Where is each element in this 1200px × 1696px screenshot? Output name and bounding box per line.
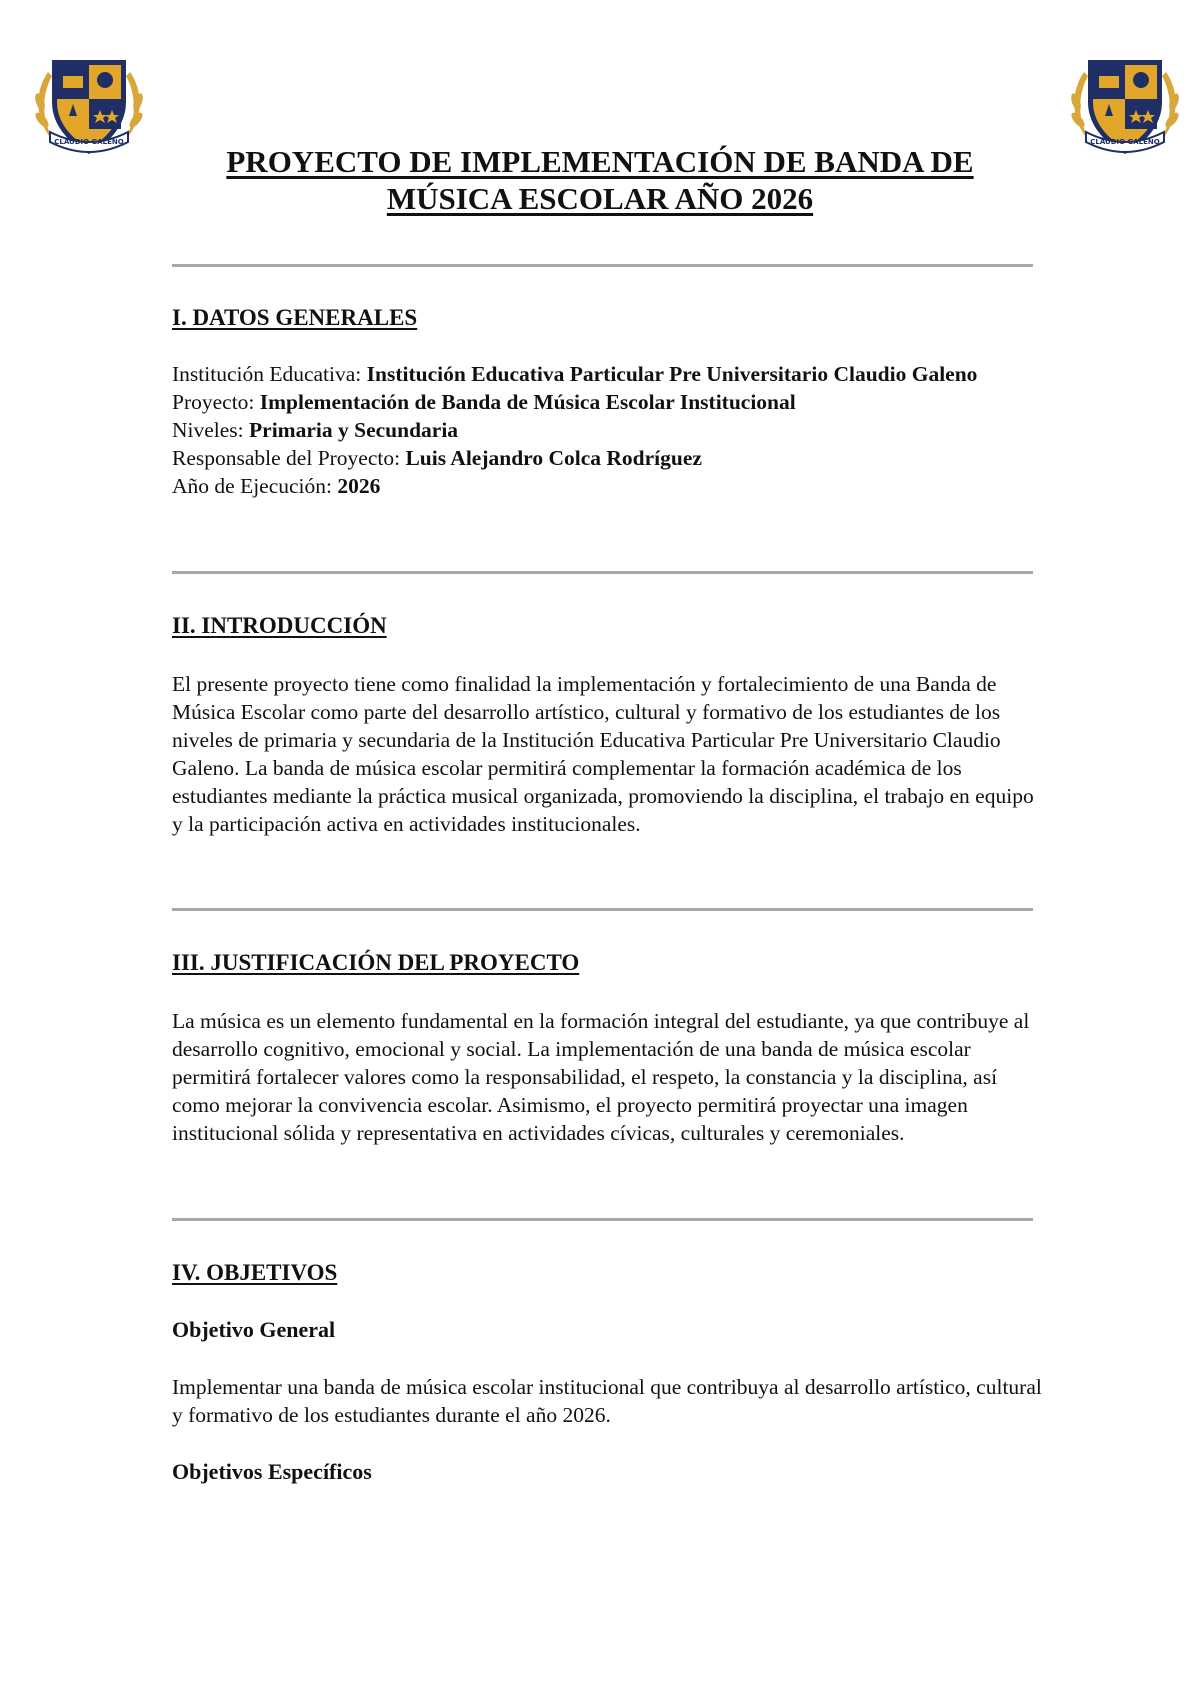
justification-paragraph: La música es un elemento fundamental en la formación integral del estudiante, ya que contribuye al desarrollo cognitivo, emocional y social. La implementación de una banda de música escolar permitirá fortalecer valores como la responsabilidad, el respeto, la constancia y la disciplina, así como mejorar la convivencia escolar. Asimismo, el proyecto permitirá proyectar una imagen institucional sólida y representativa en actividades cívicas, culturales y ceremoniales. [172, 1009, 1030, 1145]
section-divider [172, 908, 1033, 911]
row-label: Responsable del Proyecto: [172, 446, 406, 470]
crest-text-right: CLAUDIO GALENO [1090, 138, 1160, 146]
row-label: Año de Ejecución: [172, 474, 338, 498]
row-label: Institución Educativa: [172, 362, 367, 386]
section-divider [172, 1218, 1033, 1221]
row-value: Implementación de Banda de Música Escolar Institucional [259, 390, 796, 414]
section-heading-justificacion: III. JUSTIFICACIÓN DEL PROYECTO [172, 950, 580, 975]
general-data-row [172, 388, 1042, 416]
general-objective-text: Implementar una banda de música escolar institucional que contribuya al desarrollo artístico, cultural y formativo de los estudiantes durante el año 2026. [172, 1375, 1042, 1427]
row-label: Niveles: [172, 418, 250, 442]
section-heading-objetivos: IV. OBJETIVOS [172, 1260, 338, 1285]
general-data-row [172, 472, 1042, 500]
row-label: Proyecto: [172, 390, 260, 414]
row-value: Primaria y Secundaria [249, 418, 459, 442]
school-crest-logo-right [1064, 52, 1186, 162]
section-divider [172, 571, 1033, 574]
section-divider [172, 264, 1033, 267]
general-data-row [172, 360, 1042, 388]
school-crest-logo-left [28, 52, 150, 162]
row-value: 2026 [337, 474, 381, 498]
section-heading-datos-generales: I. DATOS GENERALES [172, 305, 418, 330]
general-data-row [172, 444, 1042, 472]
document-title [160, 143, 1040, 217]
title-line-1: PROYECTO DE IMPLEMENTACIÓN DE BANDA DE [226, 144, 974, 179]
title-line-2: MÚSICA ESCOLAR AÑO 2026 [386, 181, 814, 216]
section-heading-introduccion: II. INTRODUCCIÓN [172, 613, 387, 638]
general-data-list [172, 360, 1042, 500]
general-objective-heading: Objetivo General [172, 1317, 336, 1342]
general-data-row [172, 416, 1042, 444]
row-value: Luis Alejandro Colca Rodríguez [405, 446, 702, 470]
introduction-paragraph: El presente proyecto tiene como finalidad la implementación y fortalecimiento de una Banda de Música Escolar como parte del desarrollo artístico, cultural y formativo de los estudiantes de los niveles de primaria y secundaria de la Institución Educativa Particular Pre Universitario Claudio Galeno. La banda de música escolar permitirá complementar la formación académica de los estudiantes mediante la práctica musical organizada, promoviendo la disciplina, el trabajo en equipo y la participación activa en actividades institucionales. [172, 672, 1034, 836]
row-value: Institución Educativa Particular Pre Universitario Claudio Galeno [366, 362, 978, 386]
specific-objectives-heading: Objetivos Específicos [172, 1459, 372, 1484]
crest-text-left: CLAUDIO GALENO [54, 138, 124, 146]
